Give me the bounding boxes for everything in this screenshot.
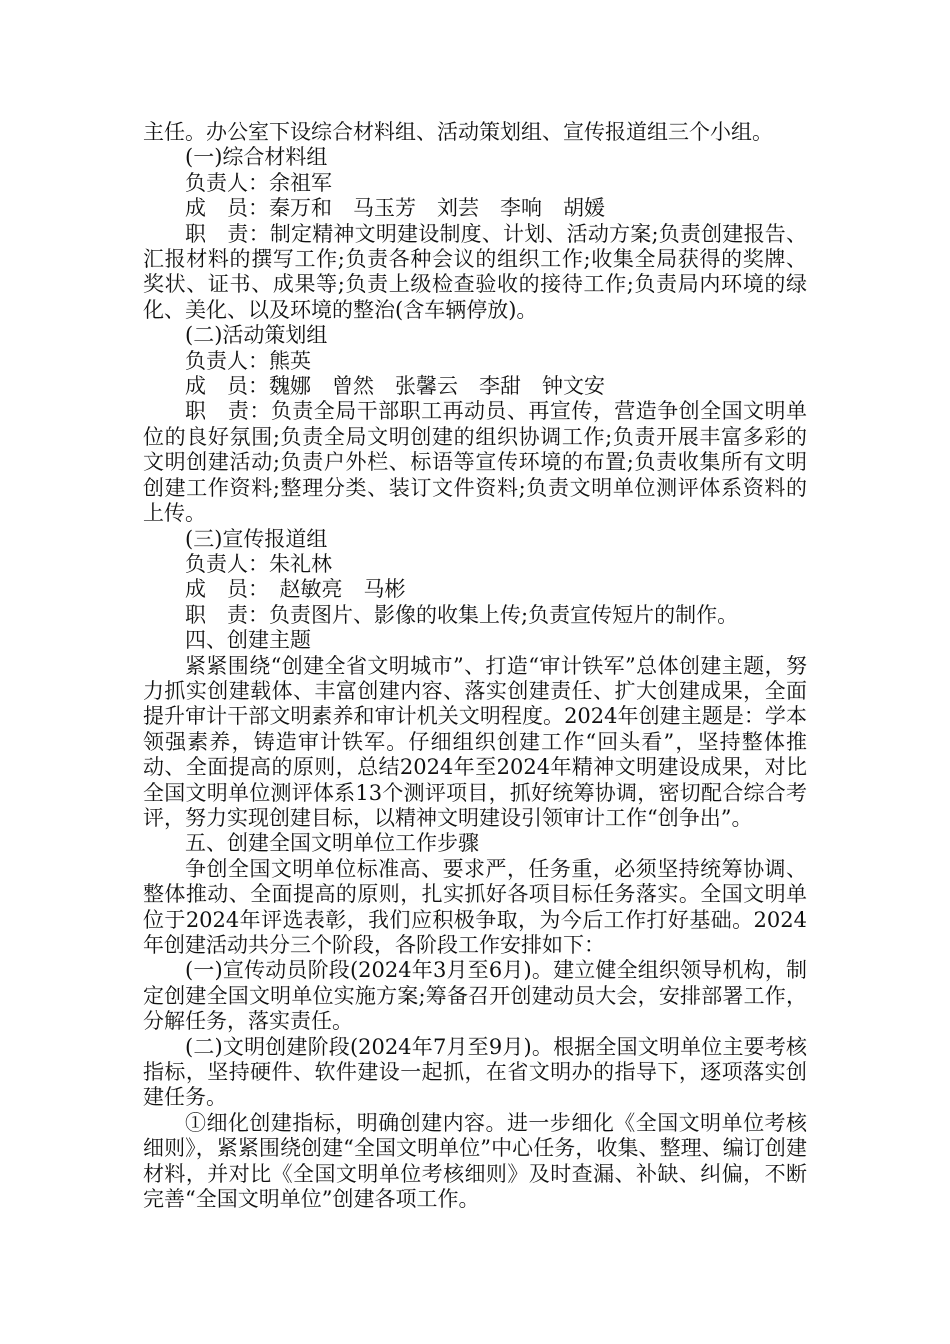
paragraph: 负责人：熊英 bbox=[185, 348, 311, 373]
paragraph: (一)综合材料组 bbox=[185, 145, 328, 170]
paragraph: 职 责：负责全局干部职工再动员、再宣传，营造争创全国文明单位的良好氛围;负责全局文明创建的组织协调工作;负责开展丰富多彩的文明创建活动;负责户外栏、标语等宣传环境的布置;负责收集所有文明创建工作资料;整理分类、装订文件资料;负责文明单位测评体系资料的上传。 bbox=[143, 399, 807, 526]
paragraph: (一)宣传动员阶段(2024年3月至6月)。建立健全组织领导机构，制定创建全国文明单位实施方案;筹备召开创建动员大会，安排部署工作，分解任务，落实责任。 bbox=[143, 958, 807, 1034]
paragraph: 主任。办公室下设综合材料组、活动策划组、宣传报道组三个小组。 bbox=[143, 120, 773, 144]
paragraph: (三)宣传报道组 bbox=[185, 526, 328, 551]
paragraph: ①细化创建指标，明确创建内容。进一步细化《全国文明单位考核细则》，紧紧围绕创建“全国文明单位”中心任务，收集、整理、编订创建材料，并对比《全国文明单位考核细则》及时查漏、补缺、纠偏，不断完善“全国文明单位”创建各项工作。 bbox=[143, 1110, 807, 1212]
paragraph: 紧紧围绕“创建全省文明城市”、打造“审计铁军”总体创建主题，努力抓实创建载体、丰富创建内容、落实创建责任、扩大创建成果，全面提升审计干部文明素养和审计机关文明程度。2024年创建主题是：学本领强素养，铸造审计铁军。仔细组织创建工作“回头看”，坚持整体推动、全面提高的原则，总结2024年至2024年精神文明建设成果，对比全国文明单位测评体系13个测评项目，抓好统筹协调，密切配合综合考评，努力实现创建目标，以精神文明建设引领审计工作“创争出”。 bbox=[143, 653, 807, 830]
paragraph: 成 员：魏娜 曾然 张馨云 李甜 钟文安 bbox=[185, 374, 605, 399]
document-page bbox=[143, 120, 807, 1212]
paragraph: (二)文明创建阶段(2024年7月至9月)。根据全国文明单位主要考核指标，坚持硬件、软件建设一起抓，在省文明办的指导下，逐项落实创建任务。 bbox=[143, 1034, 807, 1110]
paragraph: 成 员： 赵敏亮 马彬 bbox=[185, 577, 406, 602]
paragraph: 负责人：余祖军 bbox=[185, 170, 332, 195]
paragraph: 争创全国文明单位标准高、要求严，任务重，必须坚持统筹协调、整体推动、全面提高的原则，扎实抓好各项目标任务落实。全国文明单位于2024年评选表彰，我们应积极争取，为今后工作打好基础。2024年创建活动共分三个阶段，各阶段工作安排如下： bbox=[143, 856, 807, 957]
paragraph: (二)活动策划组 bbox=[185, 323, 328, 348]
paragraph: 五、创建全国文明单位工作步骤 bbox=[185, 831, 479, 856]
paragraph: 职 责：制定精神文明建设制度、计划、活动方案;负责创建报告、汇报材料的撰写工作;负责各种会议的组织工作;收集全局获得的奖牌、奖状、证书、成果等;负责上级检查验收的接待工作;负责局内环境的绿化、美化、以及环境的整治(含车辆停放)。 bbox=[143, 221, 807, 322]
paragraph: 成 员：秦万和 马玉芳 刘芸 李响 胡媛 bbox=[185, 196, 605, 221]
paragraph: 四、创建主题 bbox=[185, 628, 311, 653]
paragraph: 职 责：负责图片、影像的收集上传;负责宣传短片的制作。 bbox=[185, 602, 739, 627]
paragraph: 负责人：朱礼林 bbox=[185, 551, 332, 576]
